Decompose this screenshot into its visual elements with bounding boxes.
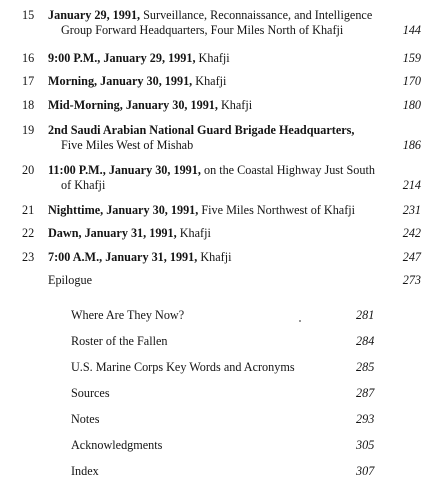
chapter-date: 9:00 P.M., January 29, 1991,	[48, 51, 196, 65]
page-number: 180	[402, 98, 421, 112]
page-number: 214	[402, 178, 421, 192]
chapter-date: 11:00 P.M., January 30, 1991,	[48, 163, 201, 177]
chapter-number: 18	[22, 98, 35, 112]
chapter-date: Mid-Morning, January 30, 1991,	[48, 98, 218, 112]
chapter-date: 2nd Saudi Arabian National Guard Brigade Headquarters,	[48, 123, 355, 137]
page-number: 242	[402, 226, 421, 240]
chapter-location: Khafji	[176, 226, 211, 240]
chapter-location: Khafji	[217, 98, 253, 112]
chapter-number: 19	[22, 123, 35, 137]
chapter-number: 16	[22, 51, 35, 65]
chapter-title-continuation: Five Miles West of Mishab	[61, 138, 194, 152]
page-number: 231	[402, 203, 421, 217]
back-matter-title: Where Are They Now?	[71, 308, 185, 322]
page-number: 305	[356, 438, 375, 452]
chapter-number: 23	[22, 250, 35, 264]
chapter-location: Surveillance, Reconnaissance, and Intelligence	[140, 8, 373, 22]
chapter-number: 20	[22, 163, 35, 177]
chapter-number: 15	[22, 8, 35, 22]
page-number: 293	[356, 412, 375, 426]
chapter-title	[48, 203, 388, 218]
page-number: 170	[402, 74, 421, 88]
back-matter-title: Roster of the Fallen	[71, 334, 168, 348]
chapter-number: 21	[22, 203, 35, 217]
page-number: 247	[402, 250, 421, 264]
chapter-title	[48, 74, 348, 89]
page-number: 287	[356, 386, 375, 400]
page-number: 284	[356, 334, 375, 348]
back-matter-title: Notes	[71, 412, 100, 426]
chapter-title	[48, 51, 348, 66]
chapter-title	[48, 226, 348, 241]
page-number: 281	[356, 308, 375, 322]
chapter-date: Morning, January 30, 1991,	[48, 74, 193, 88]
chapter-title	[48, 123, 388, 153]
chapter-title-continuation: of Khafji	[61, 178, 106, 192]
back-matter-title: Acknowledgments	[71, 438, 163, 452]
chapter-title-continuation: Group Forward Headquarters, Four Miles North of Khafji	[61, 23, 344, 37]
chapter-date: Nighttime, January 30, 1991,	[48, 203, 199, 217]
print-speck	[299, 320, 301, 322]
chapter-date: January 29, 1991,	[48, 8, 141, 22]
chapter-date: 7:00 A.M., January 31, 1991,	[48, 250, 198, 264]
page-number: 307	[356, 464, 375, 478]
chapter-title	[48, 8, 398, 38]
page-number: 285	[356, 360, 375, 374]
chapter-location: Khafji	[195, 51, 230, 65]
chapter-title	[48, 163, 398, 193]
page-number: 273	[402, 273, 421, 287]
back-matter-title: U.S. Marine Corps Key Words and Acronyms	[71, 360, 295, 374]
epilogue-title: Epilogue	[48, 273, 93, 287]
chapter-number: 22	[22, 226, 35, 240]
chapter-date: Dawn, January 31, 1991,	[48, 226, 177, 240]
back-matter-title: Index	[71, 464, 99, 478]
chapter-title	[48, 98, 348, 113]
page-number: 186	[402, 138, 421, 152]
chapter-number: 17	[22, 74, 35, 88]
page-number: 144	[402, 23, 421, 37]
page-number: 159	[402, 51, 421, 65]
chapter-location: Five Miles Northwest of Khafji	[198, 203, 356, 217]
back-matter-title: Sources	[71, 386, 110, 400]
chapter-title	[48, 250, 348, 265]
chapter-location: Khafji	[197, 250, 232, 264]
chapter-location: on the Coastal Highway Just South	[200, 163, 375, 177]
chapter-location: Khafji	[192, 74, 227, 88]
